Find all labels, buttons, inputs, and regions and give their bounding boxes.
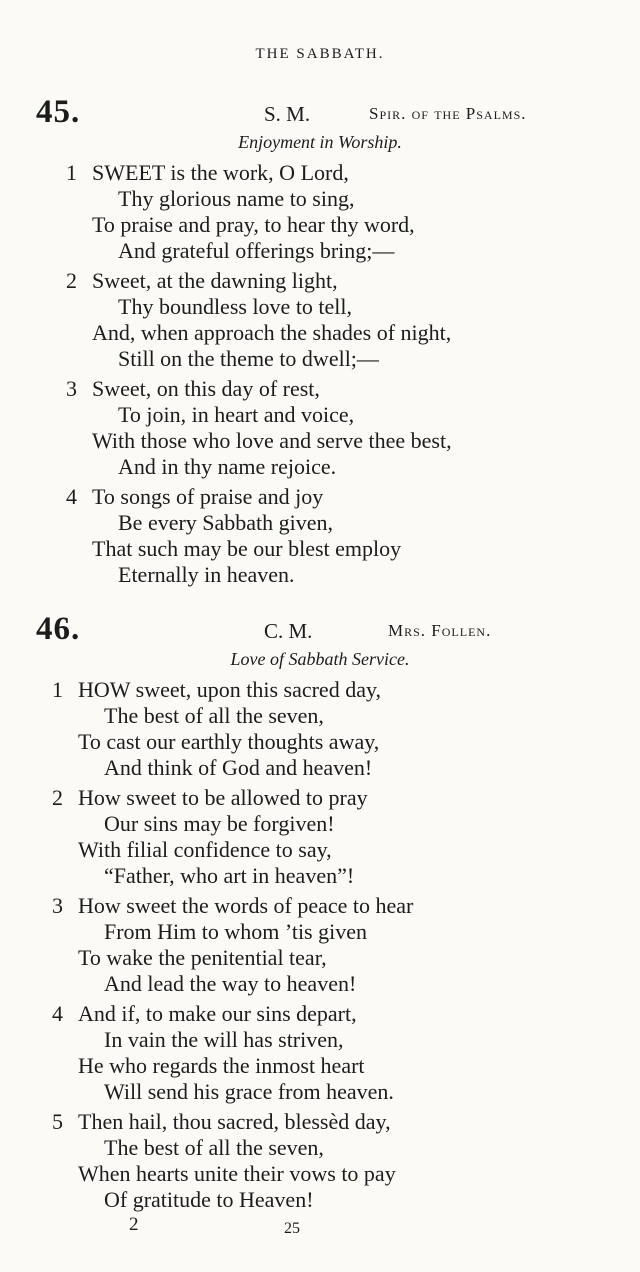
verse-number: 1 <box>66 160 77 185</box>
verse-text: That such may be our blest employ <box>92 536 402 561</box>
verse-number: 5 <box>52 1109 63 1134</box>
verse-line <box>0 510 640 536</box>
verse-line <box>0 428 640 454</box>
verse-text: Will send his grace from heaven. <box>104 1079 394 1104</box>
verse-line <box>0 484 640 510</box>
verse-text: And lead the way to heaven! <box>104 971 357 996</box>
verse-number: 1 <box>52 677 63 702</box>
stanza <box>0 1001 640 1105</box>
verse-line <box>0 1135 640 1161</box>
verse-line <box>0 346 640 372</box>
hymn-number: 46. <box>36 611 81 647</box>
verse-text: Of gratitude to Heaven! <box>104 1187 314 1212</box>
stanza <box>0 160 640 264</box>
verse-line <box>0 320 640 346</box>
verse-line <box>0 294 640 320</box>
running-head: THE SABBATH. <box>255 46 385 62</box>
verse-number: 4 <box>52 1001 63 1026</box>
verse-line <box>0 755 640 781</box>
verse-line <box>0 837 640 863</box>
hymn-subtitle: Enjoyment in Worship. <box>238 132 402 152</box>
verse-line <box>0 402 640 428</box>
hymn-author: Spir. of the Psalms. <box>369 104 527 123</box>
verse-text: To songs of praise and joy <box>92 484 324 509</box>
verse-text: In vain the will has striven, <box>104 1027 344 1052</box>
stanza <box>0 677 640 781</box>
stanza <box>0 268 640 372</box>
verse-line <box>0 971 640 997</box>
verse-text: To join, in heart and voice, <box>118 402 355 427</box>
verse-text: And in thy name rejoice. <box>118 454 337 479</box>
verse-text: And grateful offerings bring;— <box>118 238 395 263</box>
verse-text: How sweet the words of peace to hear <box>78 893 414 918</box>
verse-line <box>0 703 640 729</box>
verse-line <box>0 1053 640 1079</box>
verse-text: To praise and pray, to hear thy word, <box>92 212 415 237</box>
verse-text: Sweet, at the dawning light, <box>92 268 338 293</box>
verse-text: How sweet to be allowed to pray <box>78 785 368 810</box>
verse-line <box>0 1027 640 1053</box>
verse-text: Then hail, thou sacred, blessèd day, <box>78 1109 391 1134</box>
verse-text: When hearts unite their vows to pay <box>78 1161 396 1186</box>
verse-text: The best of all the seven, <box>104 703 324 728</box>
verse-line <box>0 1161 640 1187</box>
verse-text: The best of all the seven, <box>104 1135 324 1160</box>
verse-line <box>0 268 640 294</box>
verse-line <box>0 729 640 755</box>
verse-line <box>0 677 640 703</box>
hymn-45-header <box>0 94 640 128</box>
verse-text: With those who love and serve thee best, <box>92 428 452 453</box>
hymn-author: Mrs. Follen. <box>388 621 492 640</box>
verse-line <box>0 376 640 402</box>
stanza <box>0 785 640 889</box>
hymn-subtitle: Love of Sabbath Service. <box>230 649 410 669</box>
verse-text: He who regards the inmost heart <box>78 1053 365 1078</box>
verse-line <box>0 919 640 945</box>
verse-text: To cast our earthly thoughts away, <box>78 729 380 754</box>
hymn-number: 45. <box>36 94 81 130</box>
verse-number: 4 <box>66 484 77 509</box>
verse-text: And think of God and heaven! <box>104 755 373 780</box>
stanza <box>0 376 640 480</box>
verse-number: 2 <box>66 268 77 293</box>
page-number: 25 <box>284 1220 300 1237</box>
verse-text: Be every Sabbath given, <box>118 510 334 535</box>
verse-line <box>0 212 640 238</box>
verse-text: HOW sweet, upon this sacred day, <box>78 677 382 702</box>
verse-text: Our sins may be forgiven! <box>104 811 335 836</box>
verse-text: With filial confidence to say, <box>78 837 332 862</box>
verse-line <box>0 186 640 212</box>
verse-number: 3 <box>52 893 63 918</box>
verse-line <box>0 1109 640 1135</box>
verse-text: “Father, who art in heaven”! <box>104 863 355 888</box>
verse-line <box>0 1001 640 1027</box>
hymn-46-header <box>0 611 640 645</box>
verse-text: Sweet, on this day of rest, <box>92 376 320 401</box>
verse-line <box>0 1079 640 1105</box>
verse-line <box>0 160 640 186</box>
stanza <box>0 893 640 997</box>
verse-line <box>0 863 640 889</box>
verse-line <box>0 454 640 480</box>
verse-line <box>0 893 640 919</box>
verse-text: Eternally in heaven. <box>118 562 295 587</box>
verse-text: Still on the theme to dwell;— <box>118 346 379 371</box>
verse-text: Thy boundless love to tell, <box>118 294 353 319</box>
verse-line <box>0 238 640 264</box>
verse-line <box>0 811 640 837</box>
verse-number: 2 <box>52 785 63 810</box>
verse-text: SWEET is the work, O Lord, <box>92 160 349 185</box>
verse-line <box>0 536 640 562</box>
verse-text: And if, to make our sins depart, <box>78 1001 357 1026</box>
hymn-meter: S. M. <box>264 102 311 126</box>
verse-text: And, when approach the shades of night, <box>92 320 452 345</box>
stanza <box>0 1109 640 1213</box>
verse-line <box>0 1187 640 1213</box>
stanza <box>0 484 640 588</box>
verse-line <box>0 785 640 811</box>
verse-line <box>0 562 640 588</box>
verse-line <box>0 945 640 971</box>
verse-text: Thy glorious name to sing, <box>118 186 355 211</box>
signature-mark: 2 <box>129 1214 139 1235</box>
verse-text: To wake the penitential tear, <box>78 945 327 970</box>
verse-number: 3 <box>66 376 77 401</box>
hymn-meter: C. M. <box>264 619 313 643</box>
verse-text: From Him to whom ’tis given <box>104 919 367 944</box>
